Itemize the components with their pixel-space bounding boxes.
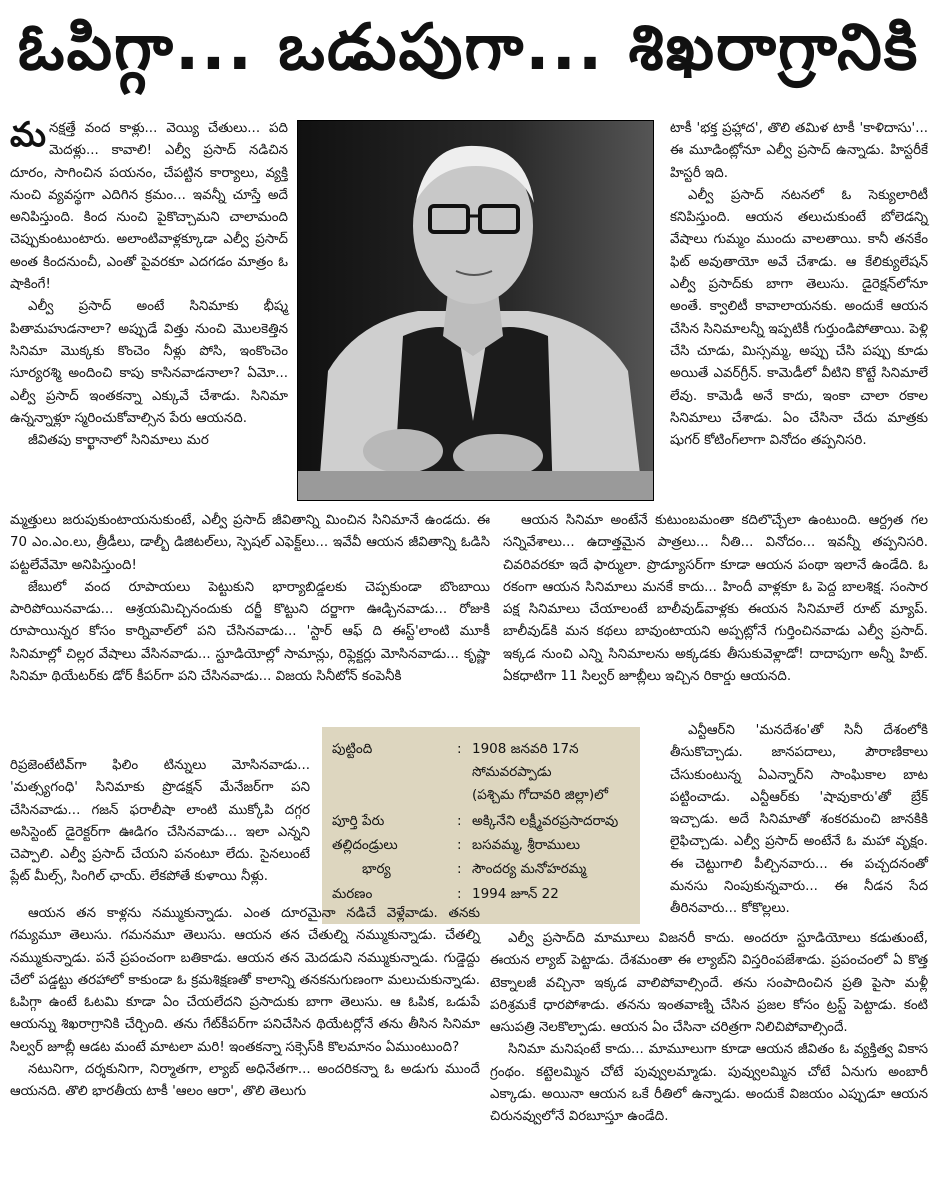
info-colon: : bbox=[457, 813, 462, 829]
paragraph: నక్షత్తే వంద కాళ్లు... వెయ్యి చేతులు... పది మెదళ్లు... కావాలి! ఎల్వీ ప్రసాద్ నడిచిన దూరం, సాగించిన పయనం, చేపట్టిన కార్యాలు, వ్యక్తి నుంచి వ్యవస్థగా ఎదిగిన క్రమం... ఇవన్నీ చూస్తే అదే అనిపిస్తుంది. కింద నుంచి పైకొచ్చామని చాలామంది చెప్పుకుంటుంటారు. అలాంటివాళ్లక్కూడా ఎల్వీ ప్రసాద్ అంత కిందనుంచీ, ఎంతో పైవరకూ ఎదగడం మాత్రం ఓ షాకింగే! bbox=[10, 121, 288, 293]
paragraph: రిప్రజెంటేటివ్‌గా ఫిలిం టిన్నులు మోసినవాడు... 'మత్స్యగంధి' సినిమాకు ప్రొడక్షన్ మేనేజర్‌గా పని చేసినవాడు... గజన్ ఫరాలీషా లాంటి ముక్కోపి దగ్గర అసిస్టెంట్ డైరెక్టర్‌గా ఊడిగం చేసినవాడు... ఇలా ఎన్నని చెప్పాలి. ఎల్వీ ప్రసాద్ చేయని పనంటూ లేదు. సైనలుంటే ప్లేట్ మీల్స్, సింగిల్ ఛాయ్. లేకపోతే కుళాయి నీళ్లు. bbox=[10, 758, 310, 885]
paragraph: జేబులో వంద రూపాయలు పెట్టుకుని భార్యాబిడ్డలకు చెప్పకుండా బొంబాయి పారిపోయినవాడు... ఆశ్రయమిచ్చినందుకు దర్జీ కొట్టుని దర్జాగా ఊడ్చినవాడు... రోజుకి రూపాయిన్నర కోసం కార్నివాల్‌లో పని చేసినవాడు... 'స్టార్ ఆఫ్ ది ఈస్ట్'లాంటి మూకీ సినిమాల్లో చిల్లర వేషాలు వేసినవాడు... స్టూడియోల్లో సామాన్లు, రిఫ్లెక్టర్లు మోసినవాడు... కృష్ణా సినిమా థియేటర్‌కు డోర్ కీపర్‌గా పని చేసినవాడు... విజయ సినీటోన్ కంపెనీకి bbox=[10, 579, 490, 685]
paragraph: సినిమా మనిషంటే కాదు... మామూలుగా కూడా ఆయన జీవితం ఓ వ్యక్తిత్వ వికాస గ్రంథం. కట్టెలమ్మిన చోటే పువ్వులమ్మాడు. పువ్వులమ్మిన చోటే ఏనుగు అంబారీ ఎక్కాడు. అయినా ఆయన ఒకే రీతిలో ఉన్నాడు. అందుకే విజయం ఎప్పుడూ ఆయన చిరునవ్వులోనే విరబూస్తూ ఉండేది. bbox=[490, 1042, 928, 1125]
info-label: మరణం bbox=[332, 886, 373, 902]
paragraph: టాకీ 'భక్త ప్రహ్లాద', తొలి తమిళ టాకీ 'కాళిదాసు'... ఈ మూడింట్లోనూ ఎల్వీ ప్రసాద్ ఉన్నాడు. హిస్టరీకే హిస్టరీ ఇది. bbox=[670, 121, 928, 181]
info-value: అక్కినేని లక్ష్మీవరప్రసాదరావు bbox=[472, 813, 619, 829]
info-value: సౌందర్య మనోహరమ్మ bbox=[472, 861, 587, 877]
headline: ఓపిగ్గా... ఒడుపుగా... శిఖరాగ్రానికి bbox=[17, 11, 920, 85]
info-label: పూర్తి పేరు bbox=[332, 813, 385, 829]
info-value: (పశ్చిమ గోదావరి జిల్లా)లో bbox=[472, 787, 608, 803]
paragraph: నటునిగా, దర్శకునిగా, నిర్మాతగా, ల్యాబ్ అధినేతగా... అందరికన్నా ఓ అడుగు ముందే ఆయనది. తొలి భారతీయ టాకీ 'ఆలం ఆరా', తొలి తెలుగు bbox=[10, 1062, 480, 1100]
wide-right2-text bbox=[490, 928, 928, 1129]
paragraph: ఆయన సినిమా అంటేనే కుటుంబమంతా కదిలొచ్చేలా ఉంటుంది. ఆర్ద్రత గల సన్నివేశాలు... ఉదాత్తమైన పాత్రలు... నీతి... వినోదం... ఇవన్నీ తప్పనిసరి. చివరివరకూ ఇదే ఫార్ములా. ప్రొడ్యూసర్‌గా కూడా ఆయన పంథా ఇలానే ఉండేది. ఓ రకంగా ఆయన సినిమాలు మనకే కాదు... హిందీ వాళ్లకూ ఓ పెద్ద బాలశిక్ష. సంసార పక్ష సినిమాలు చేయాలంటే బాలీవుడ్‌వాళ్లకు ఈయన సినిమాలే రూట్ మ్యాప్. బాలీవుడ్‌కి మన కథలు బావుంటాయని అప్పట్లోనే గుర్తించినవాడు ఎల్వీ ప్రసాద్. ఇక్కడ నుంచి ఎన్ని సినిమాలను అక్కడకు తీసుకువెళ్లాడో! దాదాపుగా అన్నీ హిట్. ఏకధాటిగా 11 సిల్వర్ జూబ్లీలు ఇచ్చిన రికార్డు ఆయనది. bbox=[503, 513, 928, 685]
info-value: 1908 జనవరి 17న bbox=[472, 741, 579, 757]
paragraph: మ్మత్తులు జరుపుకుంటాయనుకుంటే, ఎల్వీ ప్రసాద్ జీవితాన్ని మించిన సినిమానే ఉండదు. ఈ 70 ఎం.ఎం.లు, త్రీడీలు, డాల్బీ డిజిటల్‌లు, స్పెషల్ ఎఫెక్ట్‌లు... ఇవేవీ ఆయన జీవితాన్ని ఓడిసి పట్టలేవేమో అనిపిస్తుంది! bbox=[10, 513, 490, 573]
paragraph: ఎన్టీఆర్‌ని 'మనదేశం'తో సినీ దేశంలోకి తీసుకొచ్చాడు. జానపదాలు, పౌరాణికాలు చేసుకుంటున్న ఏఎన్నార్‌ని సాంఘికాల బాట పట్టించాడు. ఎన్టీఆర్‌కు 'షావుకారు'తో బ్రేక్ ఇచ్చాడు. అదే సినిమాతో శంకరమంచి జానకికి లైఫిచ్చాడు. ఎల్వీ ప్రసాద్ అంటేనే ఓ మహా వృక్షం. ఈ చెట్టుగాలి పీల్చినవారు... ఈ పచ్చదనంతో మనసు నింపుకున్నవారు... ఈ నీడన సేద తీరినవారు... కోకొల్లలు. bbox=[670, 723, 928, 917]
paragraph: ఎల్వీ ప్రసాద్ నటనలో ఓ సెక్యులారిటీ కనిపిస్తుంది. ఆయన తలుచుకుంటే బోలెడన్ని వేషాలు గుమ్మం ముందు వాలతాయి. కానీ తనకేం ఫిట్ అవుతాయో అవే చేశాడు. ఆ కేలిక్యులేషన్ ఎల్వీ ప్రసాద్‌కు బాగా తెలుసు. డైరెక్షన్‌లోనూ అంతే. క్వాలిటీ కావాలాయనకు. అందుకే ఆయన చేసిన సినిమాలన్నీ ఇప్పటికీ గుర్తుండిపోతాయి. పెళ్లి చేసి చూడు, మిస్సమ్మ, అప్పు చేసి పప్పు కూడు అయితే ఎవర్‌గ్రీన్. కామెడీలో వీటిని కొట్టే సినిమాలే లేవు. కామెడీ అనే కాదు, ఇంకా చాలా రకాల సినిమాలు చేశాడు. ఏం చేసినా చేదు మాత్రకు షుగర్ కోటింగ్‌లాగా వినోదం తప్పనిసరి. bbox=[670, 187, 928, 449]
info-colon: : bbox=[457, 741, 462, 757]
info-colon: : bbox=[457, 886, 462, 902]
info-value: సోమవరప్పాడు bbox=[472, 764, 552, 780]
dropcap: మ bbox=[10, 115, 46, 155]
portrait-photo bbox=[297, 120, 654, 501]
paragraph: జీవితపు కార్ఖానాలో సినిమాలు మర bbox=[28, 433, 209, 449]
info-colon: : bbox=[457, 861, 462, 877]
portrait-illustration bbox=[298, 121, 653, 500]
col3-mid-text bbox=[670, 720, 928, 921]
info-label: భార్య bbox=[362, 861, 391, 877]
paragraph: ఎల్వీ ప్రసాద్‌ది మామూలు విజనరీ కాదు. అందరూ స్టూడియోలు కడుతుంటే, ఈయన ల్యాబ్ పెట్టాడు. దేశమంతా ఈ ల్యాబ్‌ని విస్తరింపజేశాడు. ప్రపంచంలో ఏ కొత్త టెక్నాలజీ వచ్చినా ఇక్కడ వాలిపోవాల్సిందే. తను సంపాదించిన ప్రతి పైసా మళ్లీ పరిశ్రమకే ధారపోశాడు. తనను ఇంతవాణ్ని చేసిన ప్రజల కోసం ట్రస్ట్ పెట్టాడు. కంటి ఆసుపత్రి నెలకొల్పాడు. ఆయన ఏం చేసినా చరిత్రగా నిలిచిపోవాల్సిందే. bbox=[490, 931, 928, 1036]
wide-right-text bbox=[503, 510, 928, 688]
info-label: పుట్టింది bbox=[332, 741, 373, 757]
info-box bbox=[322, 727, 640, 924]
info-colon: : bbox=[457, 837, 462, 853]
paragraph: ఆయన తన కాళ్లను నమ్ముకున్నాడు. ఎంత దూరమైనా నడిచే వెళ్లేవాడు. తనకు గమ్యమూ తెలుసు. గమనమూ తెలుసు. ఆయన తన చేతుల్ని నమ్ముకున్నాడు. చేతల్ని నమ్ముకున్నాడు. పనే ప్రపంచంగా బతికాడు. ఆయన తన మెదడుని నమ్ముకున్నాడు. గుడ్డెద్దు చేలో పడ్డట్టు తరహాలో కాకుండా ఓ క్రమశిక్షణతో కాలాన్ని తనకనుగుణంగా మలుచుకున్నాడు. ఓపిగ్గా ఉంటే ఓటమి కూడా ఏం చేయలేదని ప్రసాదుకు బాగా తెలుసు. ఆ ఓపిక, ఒడుపే ఆయన్ను శిఖరాగ్రానికి చేర్చింది. తను గేట్‌కీపర్‌గా పనిచేసిన థియేటర్లోనే తను తీసిన సినిమా సిల్వర్ జూబ్లీ ఆడట మంటే మాటలా మరి! ఇంతకన్నా సక్సెస్‌కి కొలమానం ఏముంటుంది? bbox=[10, 906, 480, 1055]
info-label: తల్లిదండ్రులు bbox=[332, 837, 398, 853]
wide-left-text bbox=[10, 510, 490, 688]
info-value: 1994 జూన్ 22 bbox=[472, 886, 559, 902]
col3-top-text bbox=[670, 118, 928, 452]
col1-top-text bbox=[10, 115, 288, 452]
col1-mid-text bbox=[10, 755, 310, 889]
wide-bottom-text bbox=[10, 903, 480, 1104]
paragraph: ఎల్వీ ప్రసాద్ అంటే సినిమాకు భీష్మ పితామహుడనాలా? అప్పుడే విత్తు నుంచి మొలకెత్తిన సినిమా మొక్కకు కొంచెం నీళ్లు పోసి, ఇంకొంచెం సూర్యరశ్మి అందించి కాపు కాసినవాడనాలా? ఏమో... ఎల్వీ ప్రసాద్ ఇంతకన్నా ఎక్కువే చేశాడు. సినిమా ఉన్నన్నాళ్లూ స్మరించుకోవాల్సిన పేరు ఆయనది. bbox=[10, 299, 288, 426]
info-value: బసవమ్మ, శ్రీరాములు bbox=[472, 837, 581, 853]
